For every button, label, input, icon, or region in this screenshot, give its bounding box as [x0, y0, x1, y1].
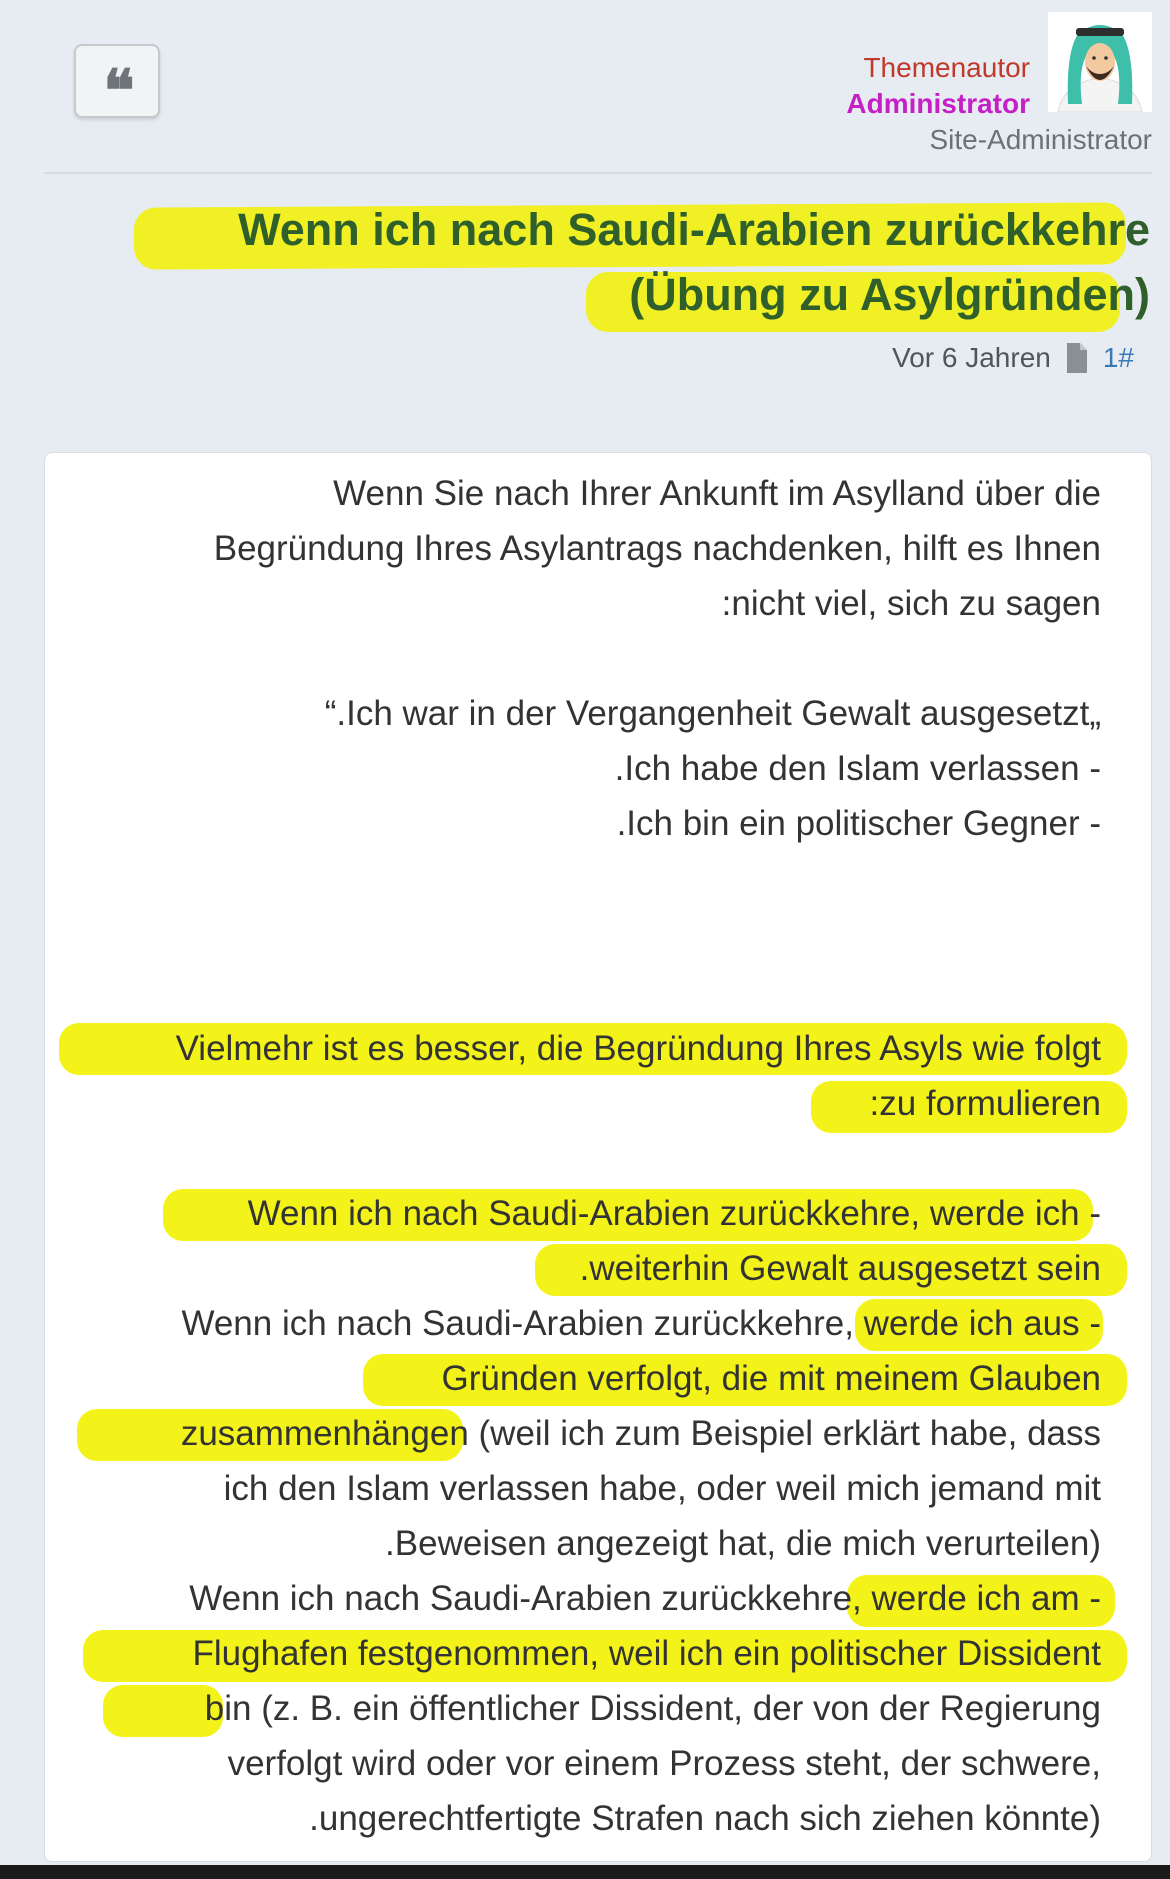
body-text-line: .ungerechtfertigte Strafen nach sich ziehen könnte): [309, 1799, 1101, 1838]
body-text-line: ich den Islam verlassen habe, oder weil mich jemand mit: [223, 1469, 1101, 1508]
body-text-line: Gründen verfolgt, die mit meinem Glauben: [441, 1359, 1101, 1398]
body-text-line: Wenn Sie nach Ihrer Ankunft im Asylland über die: [333, 474, 1101, 513]
body-text-line: .Ich bin ein politischer Gegner -: [616, 804, 1101, 843]
body-text-line: Wenn ich nach Saudi-Arabien zurückkehre, werde ich aus -: [181, 1304, 1101, 1343]
post-number-link[interactable]: 1#: [1102, 342, 1134, 373]
post-time: Vor 6 Jahren: [892, 342, 1051, 373]
author-role-site-administrator: Site-Administrator: [929, 124, 1152, 155]
quote-icon: ❝: [103, 57, 131, 125]
header-divider: [44, 172, 1152, 174]
body-text-line: verfolgt wird oder vor einem Prozess steht, der schwere,: [227, 1744, 1101, 1783]
body-text-line: Wenn ich nach Saudi-Arabien zurückkehre, werde ich am -: [189, 1579, 1101, 1618]
post-title-line-2: (Übung zu Asylgründen): [629, 269, 1150, 320]
body-text-line: .Beweisen angezeigt hat, die mich verurteilen): [385, 1524, 1101, 1563]
body-text-line: .weiterhin Gewalt ausgesetzt sein: [579, 1249, 1101, 1288]
quote-button[interactable]: [74, 44, 160, 125]
arab-man-avatar-icon: [1048, 12, 1152, 112]
body-text-line: .Ich habe den Islam verlassen -: [614, 749, 1101, 788]
body-text-line: Vielmehr ist es besser, die Begründung Ihres Asyls wie folgt: [175, 1029, 1101, 1068]
avatar[interactable]: [1048, 12, 1152, 112]
body-text-line: :nicht viel, sich zu sagen: [721, 584, 1101, 623]
post-body-card: [44, 452, 1152, 1862]
body-text-line: Begründung Ihres Asylantrags nachdenken, hilft es Ihnen: [213, 529, 1101, 568]
author-role-administrator: Administrator: [846, 88, 1030, 119]
bottom-edge-bar: [0, 1865, 1170, 1879]
body-text-line: zusammenhängen (weil ich zum Beispiel erklärt habe, dass: [180, 1414, 1101, 1453]
document-icon: [1065, 343, 1089, 373]
body-text-line: :zu formulieren: [869, 1084, 1101, 1123]
author-role-topic-author: Themenautor: [863, 52, 1030, 83]
body-text-line: bin (z. B. ein öffentlicher Dissident, der von der Regierung: [204, 1689, 1101, 1728]
post-title-line-1: Wenn ich nach Saudi-Arabien zurückkehre: [238, 204, 1150, 255]
body-text-line: Wenn ich nach Saudi-Arabien zurückkehre, werde ich -: [247, 1194, 1101, 1233]
body-text-line: Flughafen festgenommen, weil ich ein politischer Dissident: [192, 1634, 1101, 1673]
body-text-line: “.Ich war in der Vergangenheit Gewalt ausgesetzt„: [324, 694, 1101, 733]
post-meta: [892, 342, 1134, 374]
